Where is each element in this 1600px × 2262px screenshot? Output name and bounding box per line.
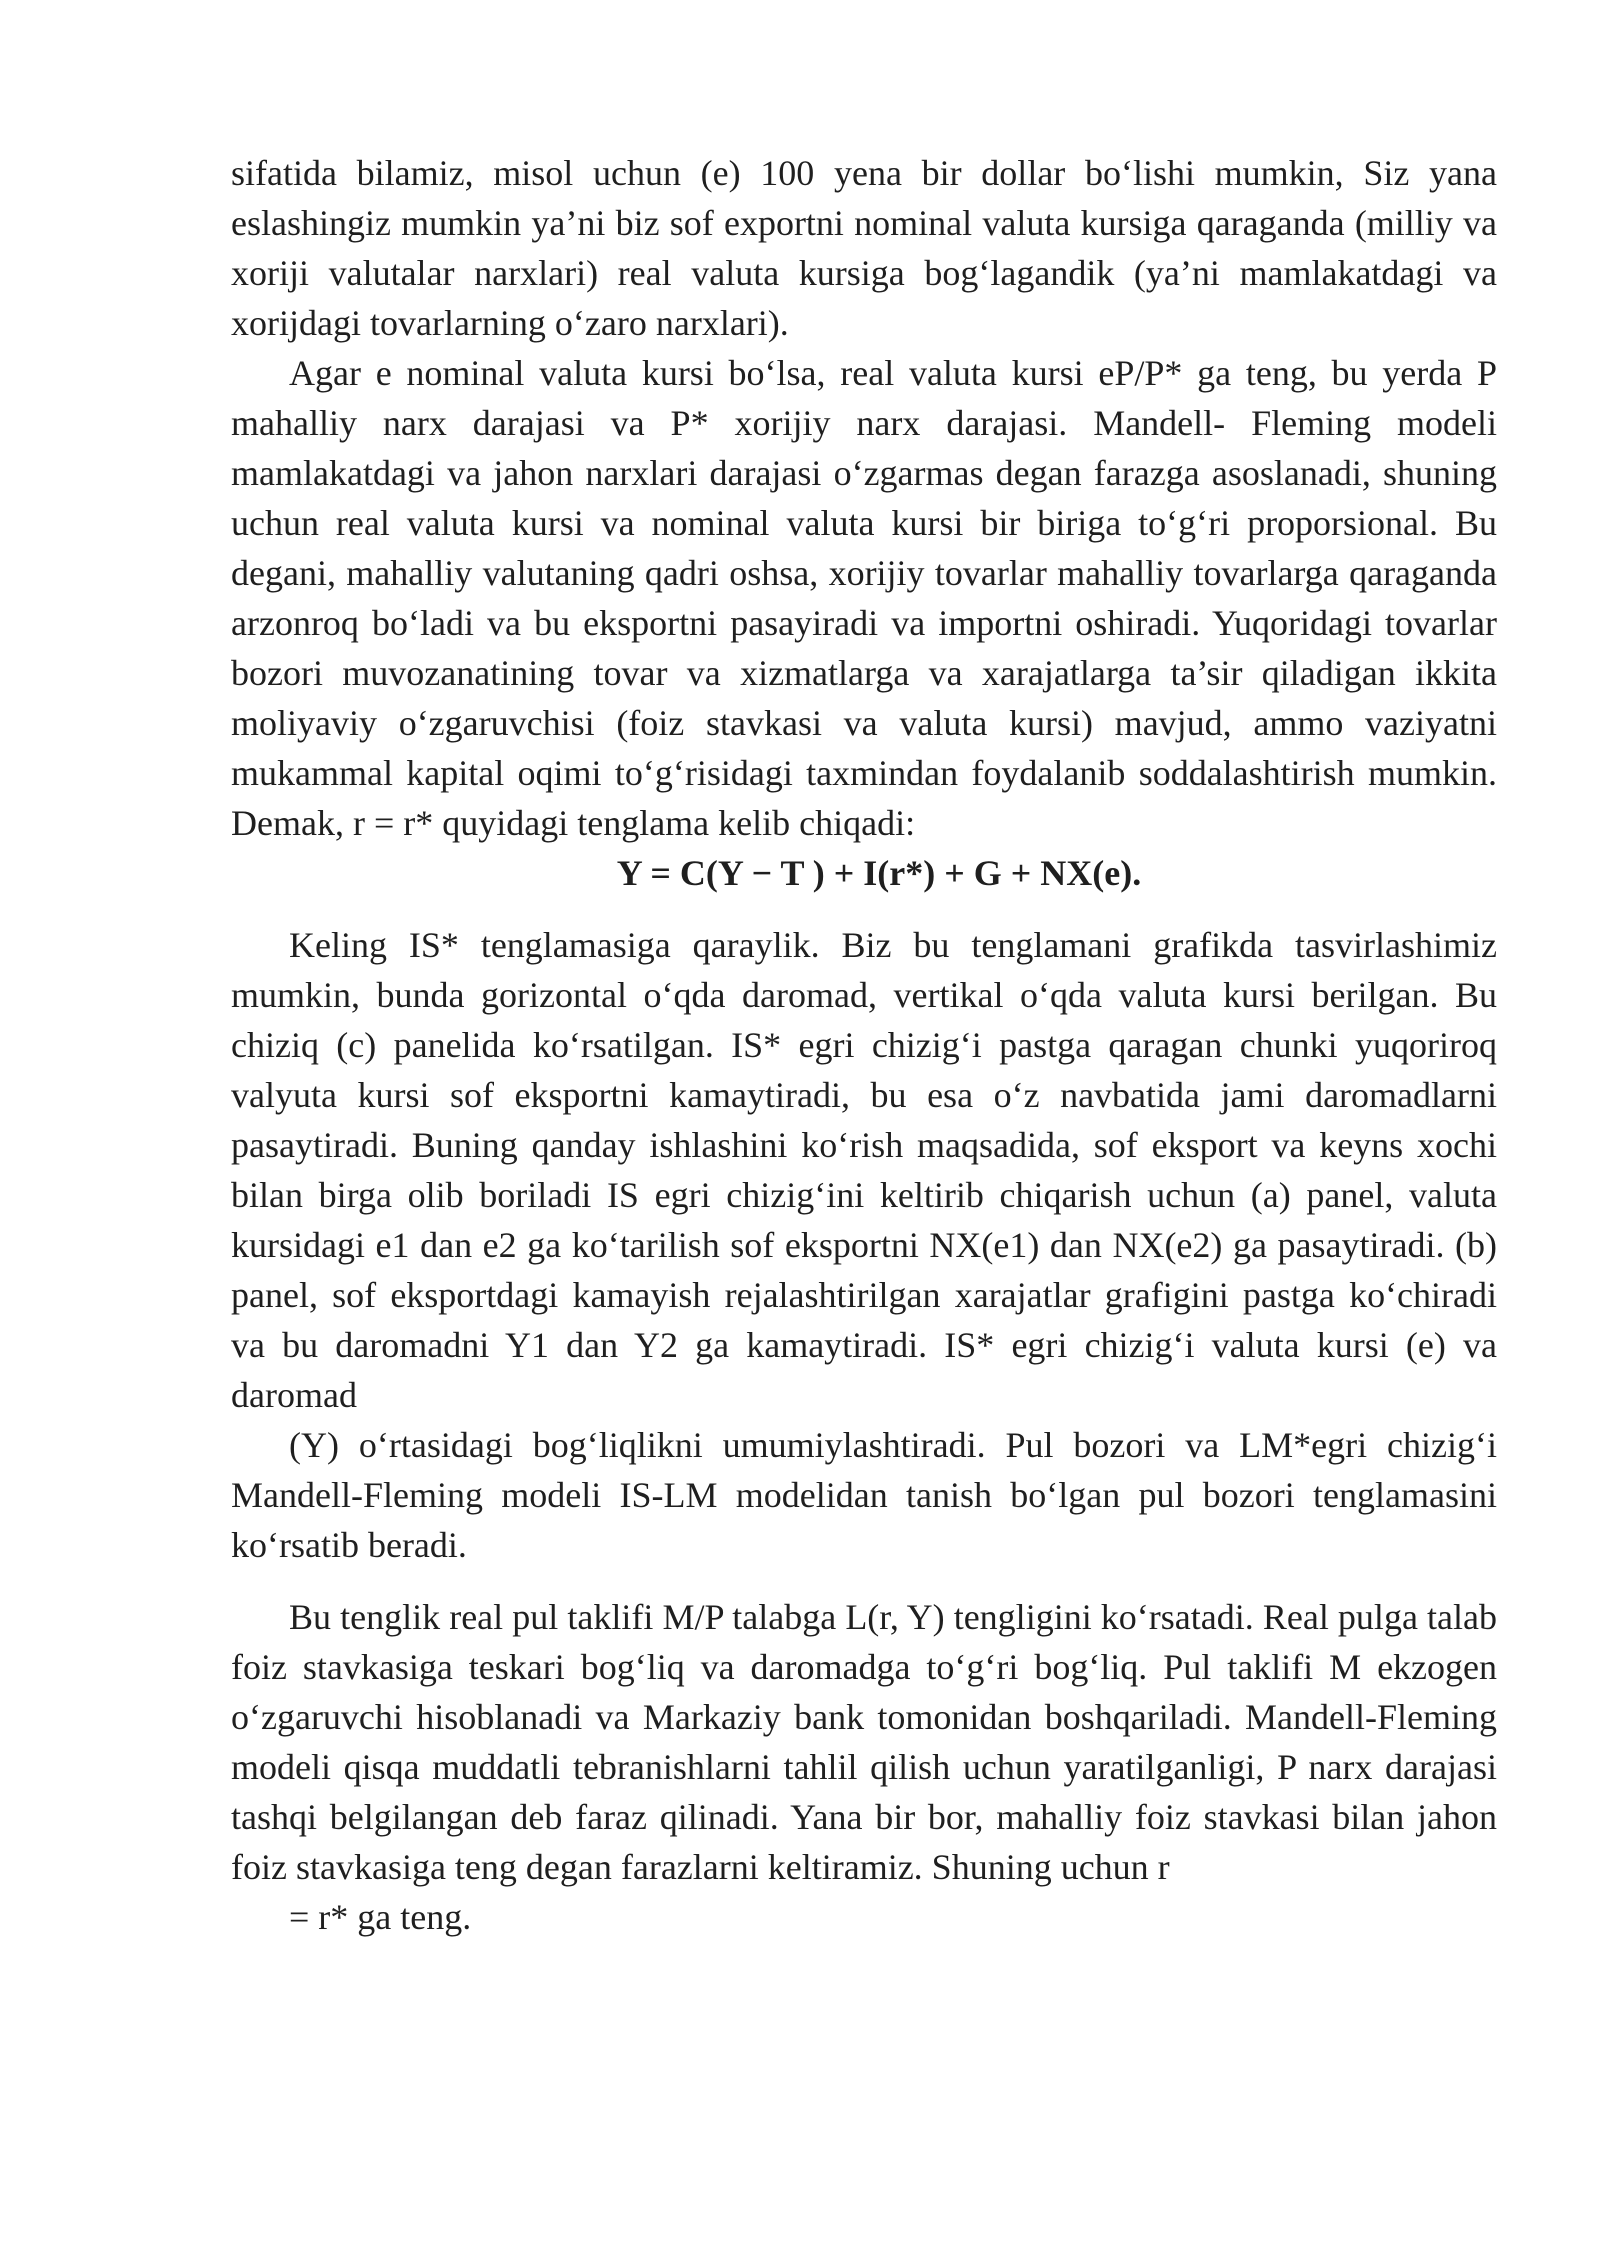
paragraph-real-exchange-rate: Agar e nominal valuta kursi bo‘lsa, real valuta kursi eP/P* ga teng, bu yerda P mahalliy narx darajasi va P* xorijiy narx darajasi. Mandell- Fleming modeli mamlakatdagi va jahon narxlari darajasi o‘zgarmas degan farazga asoslanadi, shuning uchun real valuta kursi va nominal valuta kursi bir biriga to‘g‘ri proporsional. Bu degani, mahalliy valutaning qadri oshsa, xorijiy tovarlar mahalliy tovarlarga qaraganda arzonroq bo‘ladi va bu eksportni pasayiradi va importni oshiradi. Yuqoridagi tovarlar bozori muvozanatining tovar va xizmatlarga va xarajatlarga ta’sir qiladigan ikkita moliyaviy o‘zgaruvchisi (foiz stavkasi va valuta kursi) mavjud, ammo vaziyatni mukammal kapital oqimi to‘g‘risidagi taxmindan foydalanib soddalashtirish mumkin. Demak, r = r* quyidagi tenglama kelib chiqadi: — [231, 353, 1497, 843]
paragraph-lm-curve: (Y) o‘rtasidagi bog‘liqlikni umumiylashtiradi. Pul bozori va LM*egri chizig‘i Mandell-Fleming modeli IS-LM modelidan tanish bo‘lgan pul bozori tenglamasini ko‘rsatib beradi. — [231, 1425, 1497, 1565]
formula-is-equation: Y = C(Y − T ) + I(r*) + G + NX(e). — [616, 853, 1142, 893]
document-page — [231, 148, 1497, 1942]
paragraph-money-supply: Bu tenglik real pul taklifi M/P talabga L(r, Y) tengligini ko‘rsatadi. Real pulga talab foiz stavkasiga teskari bog‘liq va daromadga to‘g‘ri bog‘liq. Pul taklifi M ekzogen o‘zgaruvchi hisoblanadi va Markaziy bank tomonidan boshqariladi. Mandell-Fleming modeli qisqa muddatli tebranishlarni tahlil qilish uchun yaratilganligi, P narx darajasi tashqi belgilangan deb faraz qilinadi. Yana bir bor, mahalliy foiz stavkasi bilan jahon foiz stavkasiga teng degan farazlarni keltiramiz. Shuning uchun r — [231, 1597, 1497, 1887]
paragraph-exchange-rate-intro: sifatida bilamiz, misol uchun (e) 100 yena bir dollar bo‘lishi mumkin, Siz yana eslashingiz mumkin ya’ni biz sof exportni nominal valuta kursiga qaraganda (milliy va xoriji valutalar narxlari) real valuta kursiga bog‘lagandik (ya’ni mamlakatdagi va xorijdagi tovarlarning o‘zaro narxlari). — [231, 153, 1497, 343]
paragraph-is-curve: Keling IS* tenglamasiga qaraylik. Biz bu tenglamani grafikda tasvirlashimiz mumkin, bunda gorizontal o‘qda daromad, vertikal o‘qda valuta kursi berilgan. Bu chiziq (c) panelida ko‘rsatilgan. IS* egri chizig‘i pastga qaragan chunki yuqoriroq valyuta kursi sof eksportni kamaytiradi, bu esa o‘z navbatida jami daromadlarni pasaytiradi. Buning qanday ishlashini ko‘rish maqsadida, sof eksport va keyns xochi bilan birga olib boriladi IS egri chizig‘ini keltirib chiqarish uchun (a) panel, valuta kursidagi e1 dan e2 ga ko‘tarilish sof eksportni NX(e1) dan NX(e2) ga pasaytiradi. (b) panel, sof eksportdagi kamayish rejalashtirilgan xarajatlar grafigini pastga ko‘chiradi va bu daromadni Y1 dan Y2 ga kamaytiradi. IS* egri chizig‘i valuta kursi (e) va daromad — [231, 925, 1497, 1415]
paragraph-conclusion: = r* ga teng. — [289, 1897, 472, 1937]
